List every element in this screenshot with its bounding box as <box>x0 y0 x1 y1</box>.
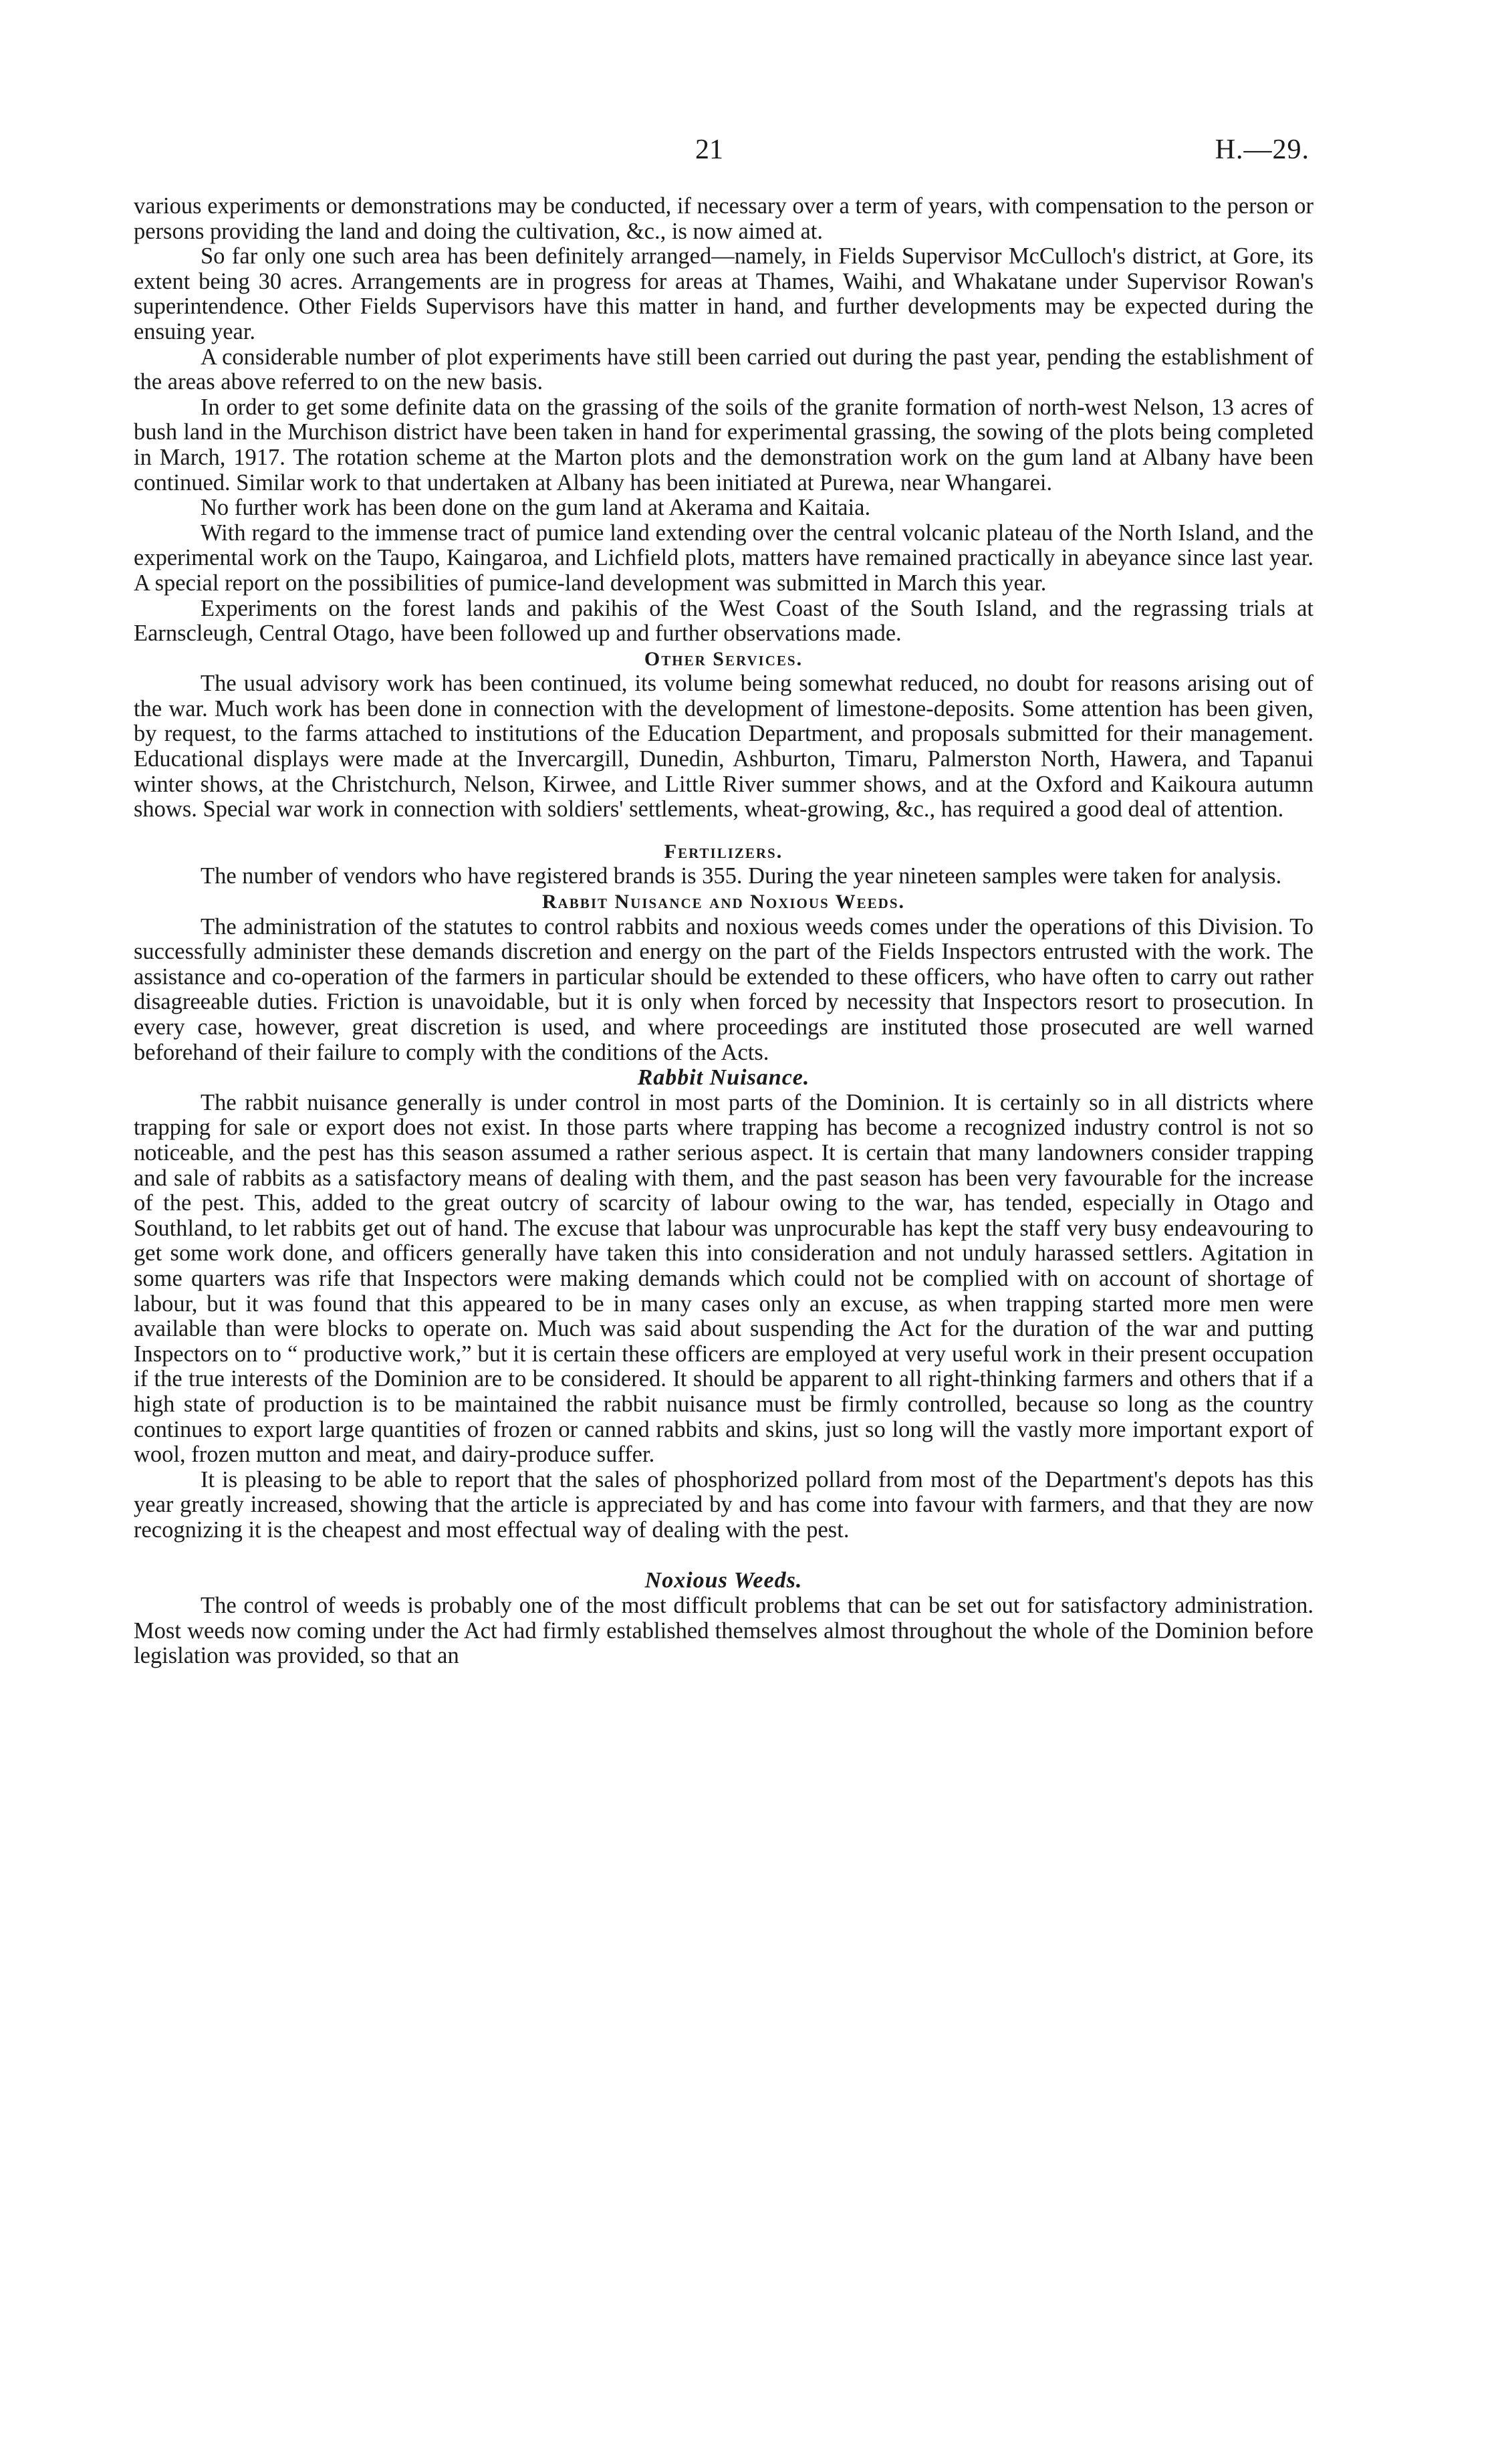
heading-rabbit-weeds: Rabbit Nuisance and Noxious Weeds. <box>541 891 906 913</box>
heading-noxious-weeds: Noxious Weeds. <box>644 1568 803 1593</box>
heading-other-services: Other Services. <box>644 647 803 670</box>
page-header <box>0 134 1500 174</box>
heading-fertilizers: Fertilizers. <box>664 840 783 863</box>
paragraph-demonstration-areas: So far only one such area has been definitely arranged—namely, in Fields Supervisor McCulloch's district, at Gore, its extent being 30 acres. Arrangements are in progress for areas at Thames, Waihi, and Whakatane under Supervisor Rowan's superintendence. Other Fields Supervisors have this matter in hand, and further developments may be expected during the ensuing year. <box>134 243 1314 344</box>
page-body <box>134 194 1314 1669</box>
paragraph-phosphorized-pollard: It is pleasing to be able to report that the sales of phosphorized pollard from most of the Department's depots has this year greatly increased, showing that the article is appreciated by and has come into favour with farmers, and that they are now recognizing it is the cheapest and most effectual way of dealing with the pest. <box>134 1466 1314 1543</box>
heading-rabbit-nuisance: Rabbit Nuisance. <box>637 1065 810 1091</box>
paragraph-rabbit-nuisance: The rabbit nuisance generally is under control in most parts of the Dominion. It is certainly so in all districts where trapping for sale or export does not exist. In those parts where trapping has become a recognized industry control is not so noticeable, and the pest has this season assumed a rather serious aspect. It is certain that many landowners consider trapping and sale of rabbits as a satisfactory means of dealing with them, and the past season has been very favourable for the increase of the pest. This, added to the great outcry of scarcity of labour owing to the war, has tended, especially in Otago and Southland, to let rabbits get out of hand. The excuse that labour was unprocurable has kept the staff very busy endeavouring to get some work done, and officers generally have taken this into consideration and not unduly harassed settlers. Agitation in some quarters was rife that Inspectors were making demands which could not be complied with on account of shortage of labour, but it was found that this appeared to be in many cases only an excuse, as when trapping started more men were available than were blocks to operate on. Much was said about suspending the Act for the duration of the war and putting Inspectors on to “ productive work,” but it is certain these officers are employed at very useful work in their present occupation if the true interests of the Dominion are to be considered. It should be apparent to all right-thinking farmers and others that if a high state of production is to be maintained the rabbit nuisance must be firmly controlled, because so long as the country continues to export large quantities of frozen or canned rabbits and skins, just so long will the vastly more important export of wool, frozen mutton and meat, and dairy-produce suffer. <box>134 1089 1314 1468</box>
paragraph-granite-soils: In order to get some definite data on the grassing of the soils of the granite formation of north-west Nelson, 13 acres of bush land in the Murchison district have been taken in hand for experimental grassing, the sowing of the plots being completed in March, 1917. The rotation scheme at the Marton plots and the demonstration work on the gum land at Albany have been continued. Similar work to that undertaken at Albany has been initiated at Purewa, near Whangarei. <box>134 394 1314 495</box>
paragraph-west-coast: Experiments on the forest lands and pakihis of the West Coast of the South Island, and the regrassing trials at Earnscleugh, Central Otago, have been followed up and further observations made. <box>134 595 1314 647</box>
paragraph-rabbit-weeds: The administration of the statutes to control rabbits and noxious weeds comes under the operations of this Division. To successfully administer these demands discretion and energy on the part of the Fields Inspectors entrusted with the work. The assistance and co-operation of the farmers in particular should be extended to these officers, who have often to carry out rather disagreeable duties. Friction is unavoidable, but it is only when forced by necessity that Inspectors resort to prosecution. In every case, however, great discretion is used, and where proceedings are instituted those prosecuted are well warned beforehand of their failure to comply with the conditions of the Acts. <box>134 913 1314 1065</box>
paragraph-plot-experiments: A considerable number of plot experiments have still been carried out during the past year, pending the establishment of the areas above referred to on the new basis. <box>134 344 1314 395</box>
paragraph-fertilizers: The number of vendors who have registered brands is 355. During the year nineteen samples were taken for analysis. <box>201 863 1282 889</box>
page-number: 21 <box>695 134 723 165</box>
paragraph-intro-continued: various experiments or demonstrations may be conducted, if necessary over a term of years, with compensation to the person or persons providing the land and doing the cultivation, &c., is now aimed at. <box>134 193 1314 244</box>
document-code: H.—29. <box>1215 134 1309 165</box>
paragraph-other-services: The usual advisory work has been continued, its volume being somewhat reduced, no doubt for reasons arising out of the war. Much work has been done in connection with the development of limestone-deposits. Some attention has been given, by request, to the farms attached to institutions of the Education Department, and proposals submitted for their management. Educational displays were made at the Invercargill, Dunedin, Ashburton, Timaru, Palmerston North, Hawera, and Tapanui winter shows, at the Christchurch, Nelson, Kirwee, and Little River summer shows, and at the Oxford and Kaikoura autumn shows. Special war work in connection with soldiers' settlements, wheat-growing, &c., has required a good deal of attention. <box>134 671 1314 822</box>
paragraph-pumice-land: With regard to the immense tract of pumice land extending over the central volcanic plateau of the North Island, and the experimental work on the Taupo, Kaingaroa, and Lichfield plots, matters have remained practically in abeyance since last year. A special report on the possibilities of pumice-land development was submitted in March this year. <box>134 520 1314 596</box>
paragraph-noxious-weeds: The control of weeds is probably one of the most difficult problems that can be set out for satisfactory administration. Most weeds now coming under the Act had firmly established themselves almost throughout the whole of the Dominion before legislation was provided, so that an <box>134 1593 1314 1669</box>
paragraph-gum-land: No further work has been done on the gum land at Akerama and Kaitaia. <box>201 495 871 521</box>
